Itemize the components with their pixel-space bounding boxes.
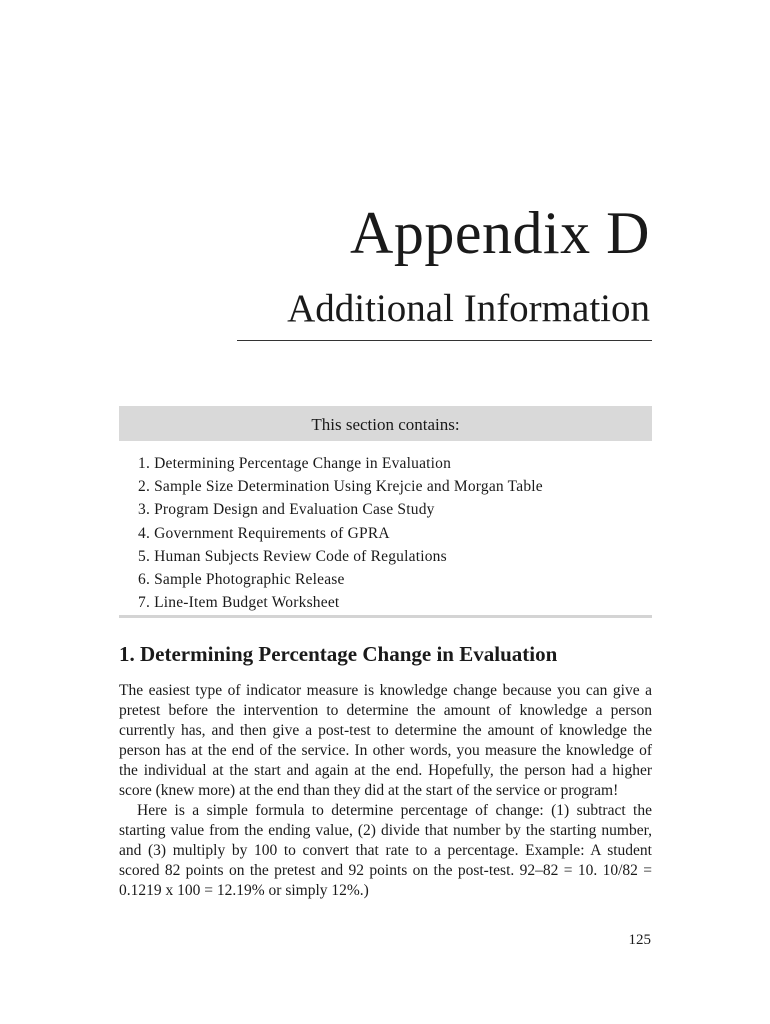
contents-box-divider — [119, 615, 652, 618]
contents-item: 7. Line-Item Budget Worksheet — [138, 594, 340, 612]
contents-list — [138, 452, 543, 614]
contents-box-header: This section contains: — [119, 406, 652, 441]
contents-item: 3. Program Design and Evaluation Case Study — [138, 501, 435, 519]
body-paragraph: Here is a simple formula to determine percentage of change: (1) subtract the starting value from the ending value, (2) divide that number by the starting number, and (3) multiply by 100 to convert that rate to a percentage. Example: A student scored 82 points on the pretest and 92 points on the post-test. 92–82 = 10. 10/82 = 0.1219 x 100 = 12.19% or simply 12%.) — [119, 802, 652, 899]
contents-item: 1. Determining Percentage Change in Evaluation — [138, 455, 452, 472]
section-body — [119, 681, 652, 901]
contents-item: 4. Government Requirements of GPRA — [138, 524, 390, 542]
body-paragraph: The easiest type of indicator measure is knowledge change because you can give a pretest before the intervention to determine the amount of knowledge a person currently has, and then give a post-test to determine the amount of knowledge the person has at the end of the service. In other words, you measure the knowledge of the individual at the start and again at the end. Hopefully, the person had a higher score (knew more) at the end than they did at the start of the service or program! — [119, 682, 652, 799]
contents-item: 6. Sample Photographic Release — [138, 571, 345, 589]
appendix-title: Appendix D — [350, 200, 650, 266]
page-number: 125 — [628, 932, 651, 948]
appendix-subtitle: Additional Information — [287, 287, 650, 330]
section-heading: 1. Determining Percentage Change in Evaluation — [119, 642, 558, 666]
title-divider — [237, 340, 652, 341]
contents-item: 5. Human Subjects Review Code of Regulations — [138, 547, 447, 565]
contents-item: 2. Sample Size Determination Using Krejcie and Morgan Table — [138, 478, 543, 496]
